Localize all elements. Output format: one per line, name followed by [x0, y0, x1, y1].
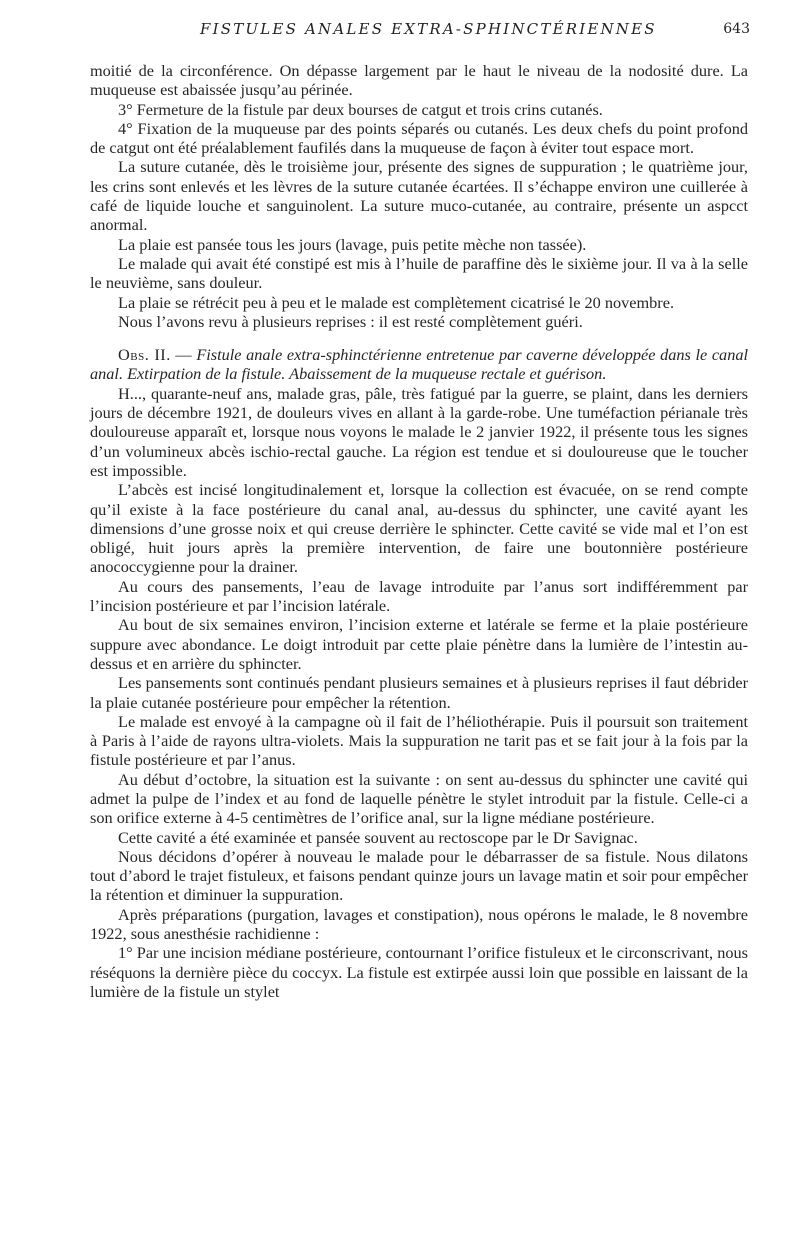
paragraph: La plaie est pansée tous les jours (lavage, puis petite mèche non tassée).	[118, 234, 587, 254]
paragraph: Nous décidons d’opérer à nouveau le malade pour le débarrasser de sa fistule. Nous dilatons tout d’abord le trajet fistuleux, et faisons pendant quinze jours un lavage matin et soir pour empêcher la rétention et diminuer la suppuration.	[90, 846, 748, 905]
observation-dash: —	[170, 345, 197, 365]
paragraph: Cette cavité a été examinée et pansée souvent au rectoscope par le Dr Savignac.	[118, 827, 638, 847]
observation-title: Fistule anale extra-sphinctérienne entretenue par caverne développée dans le canal anal. Extirpation de la fistule. Abaissement de la muqueuse rectale et guérison.	[90, 345, 748, 384]
paragraph: La suture cutanée, dès le troisième jour, présente des signes de suppuration ; le quatrième jour, les crins sont enlevés et les lèvres de la suture cutanée écartées. Il s’échappe environ une cuillerée à café de liquide louche et sanguinolent. La suture muco-cutanée, au contraire, présente un aspcct anormal.	[90, 157, 748, 235]
body-text	[90, 61, 748, 1001]
paragraph: Après préparations (purgation, lavages et constipation), nous opérons le malade, le 8 novembre 1922, sous anesthésie rachidienne :	[90, 904, 748, 944]
running-header	[90, 20, 750, 42]
paragraph: 3° Fermeture de la fistule par deux bourses de catgut et trois crins cutanés.	[118, 99, 603, 119]
paragraph: Nous l’avons revu à plusieurs reprises : il est resté complètement guéri.	[118, 311, 583, 331]
paragraph: Au cours des pansements, l’eau de lavage introduite par l’anus sort indifféremment par l’incision postérieure et par l’incision latérale.	[90, 576, 748, 616]
paragraph: Au bout de six semaines environ, l’incision externe et latérale se ferme et la plaie postérieure suppure avec abondance. Le doigt introduit par cette plaie pénètre dans la lumière de l’intestin au-dessus et en arrière du sphincter.	[90, 615, 748, 673]
paragraph: La plaie se rétrécit peu à peu et le malade est complètement cicatrisé le 20 novembre.	[118, 292, 675, 312]
observation-heading	[90, 345, 748, 384]
paragraph: Au début d’octobre, la situation est la suivante : on sent au-dessus du sphincter une cavité qui admet la pulpe de l’index et au fond de laquelle pénètre le stylet introduit par la fistule. Celle-ci a son orifice externe à 4-5 centimètres de l’orifice anal, sur la ligne médiane postérieure.	[90, 769, 748, 828]
paragraph: moitié de la circonférence. On dépasse largement par le haut le niveau de la nodosité dure. La muqueuse est abaissée jusqu’au périnée.	[90, 61, 748, 100]
running-title: FISTULES ANALES EXTRA-SPHINCTÉRIENNES	[200, 20, 657, 38]
paragraph: 4° Fixation de la muqueuse par des points séparés ou cutanés. Les deux chefs du point profond de catgut ont été préalablement faufilés dans la muqueuse de façon à éviter tout espace mort.	[90, 118, 748, 158]
observation-label: Obs. II.	[118, 345, 171, 365]
paragraph: Le malade est envoyé à la campagne où il fait de l’héliothérapie. Puis il poursuit son traitement à Paris à l’aide de rayons ultra-violets. Mais la suppuration ne tarit pas et se fait jour à la fois par la fistule postérieure et par l’anus.	[90, 711, 748, 770]
paragraph: L’abcès est incisé longitudinalement et, lorsque la collection est évacuée, on se rend compte qu’il existe à la face postérieure du canal anal, au-dessus du sphincter, une cavité ayant les dimensions d’une grosse noix et qui creuse derrière le sphincter. Cette cavité se vide mal et l’on est obligé, huit jours après la première intervention, de faire une boutonnière postérieure anococcygienne pour la drainer.	[90, 480, 748, 577]
paragraph: 1° Par une incision médiane postérieure, contournant l’orifice fistuleux et le circonscrivant, nous réséquons la dernière pièce du coccyx. La fistule est extirpée aussi loin que possible en laissant de la lumière de la fistule un stylet	[90, 943, 748, 1001]
paragraph: Le malade qui avait été constipé est mis à l’huile de paraffine dès le sixième jour. Il va à la selle le neuvième, sans douleur.	[90, 253, 748, 293]
paragraph: H..., quarante-neuf ans, malade gras, pâle, très fatigué par la guerre, se plaint, dans les derniers jours de décembre 1921, de douleurs vives en allant à la garde-robe. Une tuméfaction périanale très douloureuse apparaît et, lorsque nous voyons le malade le 2 janvier 1922, il présente tous les signes d’un volumineux abcès ischio-rectal gauche. La région est tendue et si douloureuse que le toucher est impossible.	[90, 383, 748, 480]
page-number: 643	[723, 21, 750, 37]
paragraph: Les pansements sont continués pendant plusieurs semaines et à plusieurs reprises il faut débrider la plaie cutanée postérieure pour empêcher la rétention.	[90, 673, 748, 712]
